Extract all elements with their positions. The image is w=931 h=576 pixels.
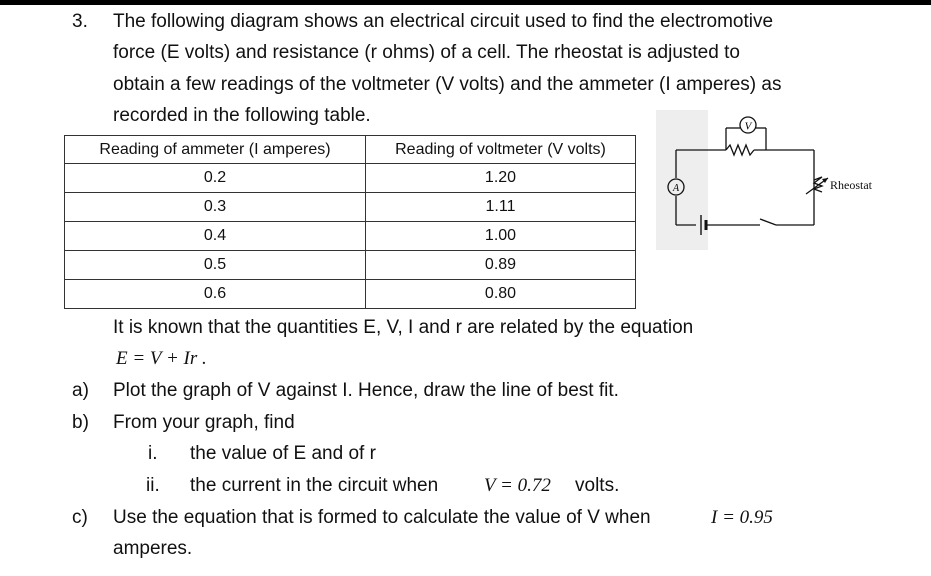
table-row (65, 164, 636, 193)
part-b-text: From your graph, find (113, 412, 295, 433)
part-b-ii-equation: V = 0.72 (484, 475, 551, 496)
voltmeter-cell: 1.20 (366, 164, 636, 193)
voltmeter-cell: 1.00 (366, 222, 636, 251)
header-voltmeter: Reading of voltmeter (V volts) (366, 136, 636, 164)
part-b-i-marker: i. (148, 443, 158, 464)
voltmeter-cell: 1.11 (366, 193, 636, 222)
rheostat-label: Rheostat (830, 178, 872, 192)
ammeter-cell: 0.4 (65, 222, 366, 251)
ammeter-cell: 0.5 (65, 251, 366, 280)
part-b-ii-marker: ii. (146, 475, 160, 496)
relation-equation: E = V + Ir . (116, 348, 207, 369)
voltmeter-symbol: V (744, 120, 752, 133)
readings-table (64, 135, 636, 309)
part-c-line2: amperes. (113, 538, 193, 559)
part-c-marker: c) (72, 507, 88, 528)
top-edge-bar (0, 0, 931, 5)
intro-line-2: force (E volts) and resistance (r ohms) of a cell. The rheostat is adjusted to (113, 42, 740, 63)
intro-line-4: recorded in the following table. (113, 105, 371, 126)
scan-shading (656, 110, 708, 250)
circuit-diagram (656, 110, 831, 252)
voltmeter-cell: 0.80 (366, 280, 636, 309)
part-a-marker: a) (72, 380, 89, 401)
table-row (65, 251, 636, 280)
relation-text: It is known that the quantities E, V, I and r are related by the equation (113, 317, 694, 338)
part-b-ii-unit: volts. (575, 475, 620, 496)
table-header-row (65, 136, 636, 164)
part-b-marker: b) (72, 412, 89, 433)
part-a-text: Plot the graph of V against I. Hence, draw the line of best fit. (113, 380, 619, 401)
ammeter-cell: 0.3 (65, 193, 366, 222)
ammeter-symbol: A (672, 183, 680, 194)
intro-line-3: obtain a few readings of the voltmeter (V volts) and the ammeter (I amperes) as (113, 74, 782, 95)
resistor-symbol (726, 145, 754, 155)
ammeter-cell: 0.6 (65, 280, 366, 309)
part-c-text: Use the equation that is formed to calculate the value of V when (113, 507, 651, 528)
voltmeter-cell: 0.89 (366, 251, 636, 280)
header-ammeter: Reading of ammeter (I amperes) (65, 136, 366, 164)
switch-symbol (760, 219, 776, 225)
part-b-i-text: the value of E and of r (190, 443, 376, 464)
table-row (65, 193, 636, 222)
table-row (65, 222, 636, 251)
part-c-equation: I = 0.95 (711, 507, 773, 528)
intro-line-1: The following diagram shows an electrical circuit used to find the electromotive (113, 11, 774, 32)
part-b-ii-text: the current in the circuit when (190, 475, 439, 496)
table-row (65, 280, 636, 309)
question-number: 3. (72, 11, 88, 32)
ammeter-cell: 0.2 (65, 164, 366, 193)
